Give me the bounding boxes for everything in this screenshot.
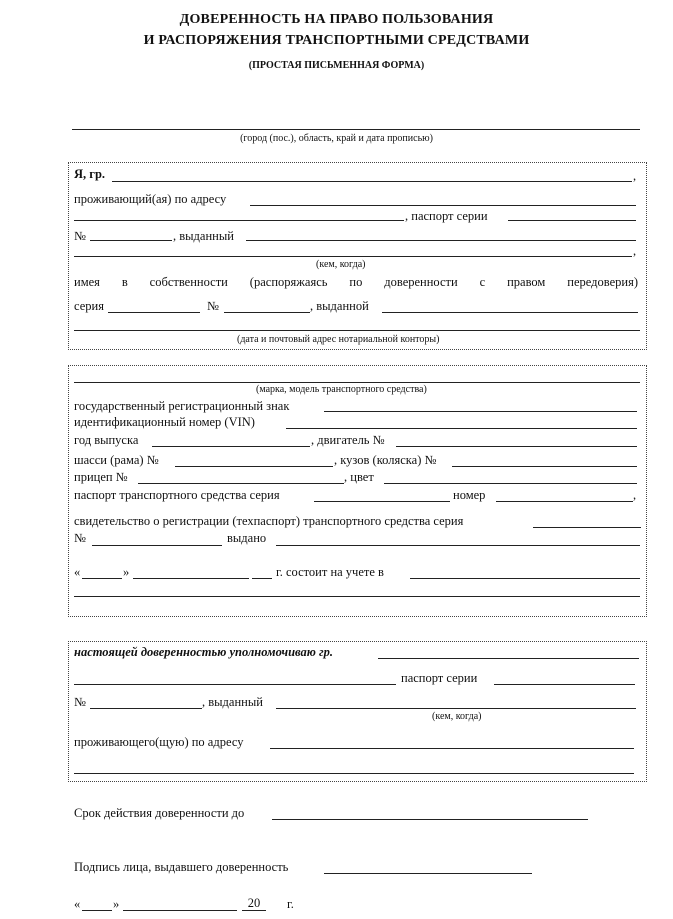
reg-plate-label: государственный регистрационный знак (74, 399, 290, 413)
attorney-residing-label: проживающего(щую) по адресу (74, 735, 244, 749)
vin-label: идентификационный номер (VIN) (74, 415, 255, 429)
validity-field[interactable] (272, 819, 588, 820)
principal-address-field-2[interactable] (74, 220, 404, 221)
passport-series-field[interactable] (508, 220, 636, 221)
attorney-passport-number-field[interactable] (90, 708, 202, 709)
footer-date-close-quote: » (113, 897, 120, 911)
reg-day-field[interactable] (82, 578, 122, 579)
reg-plate-field[interactable] (324, 411, 637, 412)
chassis-field[interactable] (175, 466, 333, 467)
color-label: , цвет (344, 470, 374, 484)
body-label: , кузов (коляска) № (334, 453, 437, 467)
issued-label-2: , выданной (310, 299, 369, 313)
notary-field[interactable] (74, 330, 640, 331)
attorney-address-field[interactable] (270, 748, 634, 749)
residing-label: проживающий(ая) по адресу (74, 192, 227, 206)
pts-series-field[interactable] (314, 501, 450, 502)
engine-label: , двигатель № (311, 433, 385, 447)
footer-month-field[interactable] (123, 910, 237, 911)
pts-number-field[interactable] (496, 501, 633, 502)
chassis-label: шасси (рама) № (74, 453, 159, 467)
year-field[interactable] (152, 446, 310, 447)
principal-name-field[interactable] (112, 181, 632, 182)
signature-field[interactable] (324, 873, 532, 874)
passport-number-field[interactable] (90, 240, 172, 241)
number-sign: № (74, 229, 86, 243)
issued-by-label: выдано (227, 531, 267, 545)
footer-year-suffix: г. (287, 897, 294, 911)
ownership-label: имея в собственности (распоряжаясь по доверенности с правом передоверия) (74, 275, 638, 289)
attorney-issued-by-caption: (кем, когда) (432, 711, 482, 722)
principal-address-field[interactable] (250, 205, 636, 206)
footer-day-field[interactable] (82, 910, 112, 911)
trailer-label: прицеп № (74, 470, 128, 484)
trailer-field[interactable] (138, 483, 344, 484)
i-citizen-label: Я, гр. (74, 167, 106, 181)
notary-caption: (дата и почтовый адрес нотариальной конторы) (237, 334, 440, 345)
make-model-field[interactable] (74, 382, 640, 383)
comma-label-2: , (633, 244, 637, 258)
number-sign-2: № (207, 299, 219, 313)
reg-cert-label: свидетельство о регистрации (техпаспорт) транспортного средства серия (74, 514, 464, 528)
document-subtitle: (ПРОСТАЯ ПИСЬМЕННАЯ ФОРМА) (248, 60, 425, 71)
color-field[interactable] (384, 483, 637, 484)
passport-series-label: , паспорт серии (405, 209, 488, 223)
reg-year-field[interactable] (252, 578, 272, 579)
attorney-issued-label: , выданный (202, 695, 263, 709)
date-open-quote: « (74, 565, 81, 579)
document-title-line1: ДОВЕРЕННОСТЬ НА ПРАВО ПОЛЬЗОВАНИЯ (179, 12, 494, 27)
body-field[interactable] (452, 466, 637, 467)
place-date-field[interactable] (72, 129, 640, 130)
date-close-quote: » (123, 565, 130, 579)
year-label: год выпуска (74, 433, 139, 447)
series-label: серия (74, 299, 104, 313)
attorney-section (68, 641, 647, 782)
pts-series-label: паспорт транспортного средства серия (74, 488, 280, 502)
reg-cert-series-field[interactable] (533, 527, 641, 528)
place-date-caption: (город (пос.), область, край и дата прописью) (240, 133, 433, 144)
attorney-address-field-2[interactable] (74, 773, 634, 774)
ownership-number-field[interactable] (224, 312, 310, 313)
document-title-line2: И РАСПОРЯЖЕНИЯ ТРАНСПОРТНЫМИ СРЕДСТВАМИ (143, 33, 530, 48)
registered-at-field-2[interactable] (74, 596, 640, 597)
registered-at-field[interactable] (410, 578, 640, 579)
number-sign-3: № (74, 531, 86, 545)
signature-label: Подпись лица, выдавшего доверенность (74, 860, 289, 874)
ownership-issued-field[interactable] (382, 312, 638, 313)
passport-issued-field-2[interactable] (74, 256, 632, 257)
reg-cert-number-field[interactable] (92, 545, 222, 546)
ownership-series-field[interactable] (108, 312, 200, 313)
reg-cert-issued-field[interactable] (276, 545, 640, 546)
attorney-name-field[interactable] (378, 658, 639, 659)
comma-label-3: , (633, 488, 637, 502)
footer-year-prefix: 20 (242, 897, 266, 911)
comma-label: , (633, 169, 637, 183)
attorney-issued-field[interactable] (276, 708, 636, 709)
authorize-label: настоящей доверенностью уполномочиваю гр. (74, 645, 334, 659)
reg-month-field[interactable] (133, 578, 249, 579)
pts-number-label: номер (453, 488, 486, 502)
attorney-name-field-2[interactable] (74, 684, 396, 685)
issued-label: , выданный (173, 229, 234, 243)
make-model-caption: (марка, модель транспортного средства) (256, 384, 427, 395)
passport-issued-field[interactable] (246, 240, 636, 241)
validity-label: Срок действия доверенности до (74, 806, 245, 820)
vin-field[interactable] (286, 428, 637, 429)
issued-by-caption: (кем, когда) (316, 259, 366, 270)
attorney-number-sign: № (74, 695, 86, 709)
attorney-passport-series-label: паспорт серии (401, 671, 478, 685)
footer-date-open-quote: « (74, 897, 81, 911)
attorney-passport-series-field[interactable] (494, 684, 635, 685)
engine-field[interactable] (396, 446, 637, 447)
registered-at-label: г. состоит на учете в (276, 565, 384, 579)
